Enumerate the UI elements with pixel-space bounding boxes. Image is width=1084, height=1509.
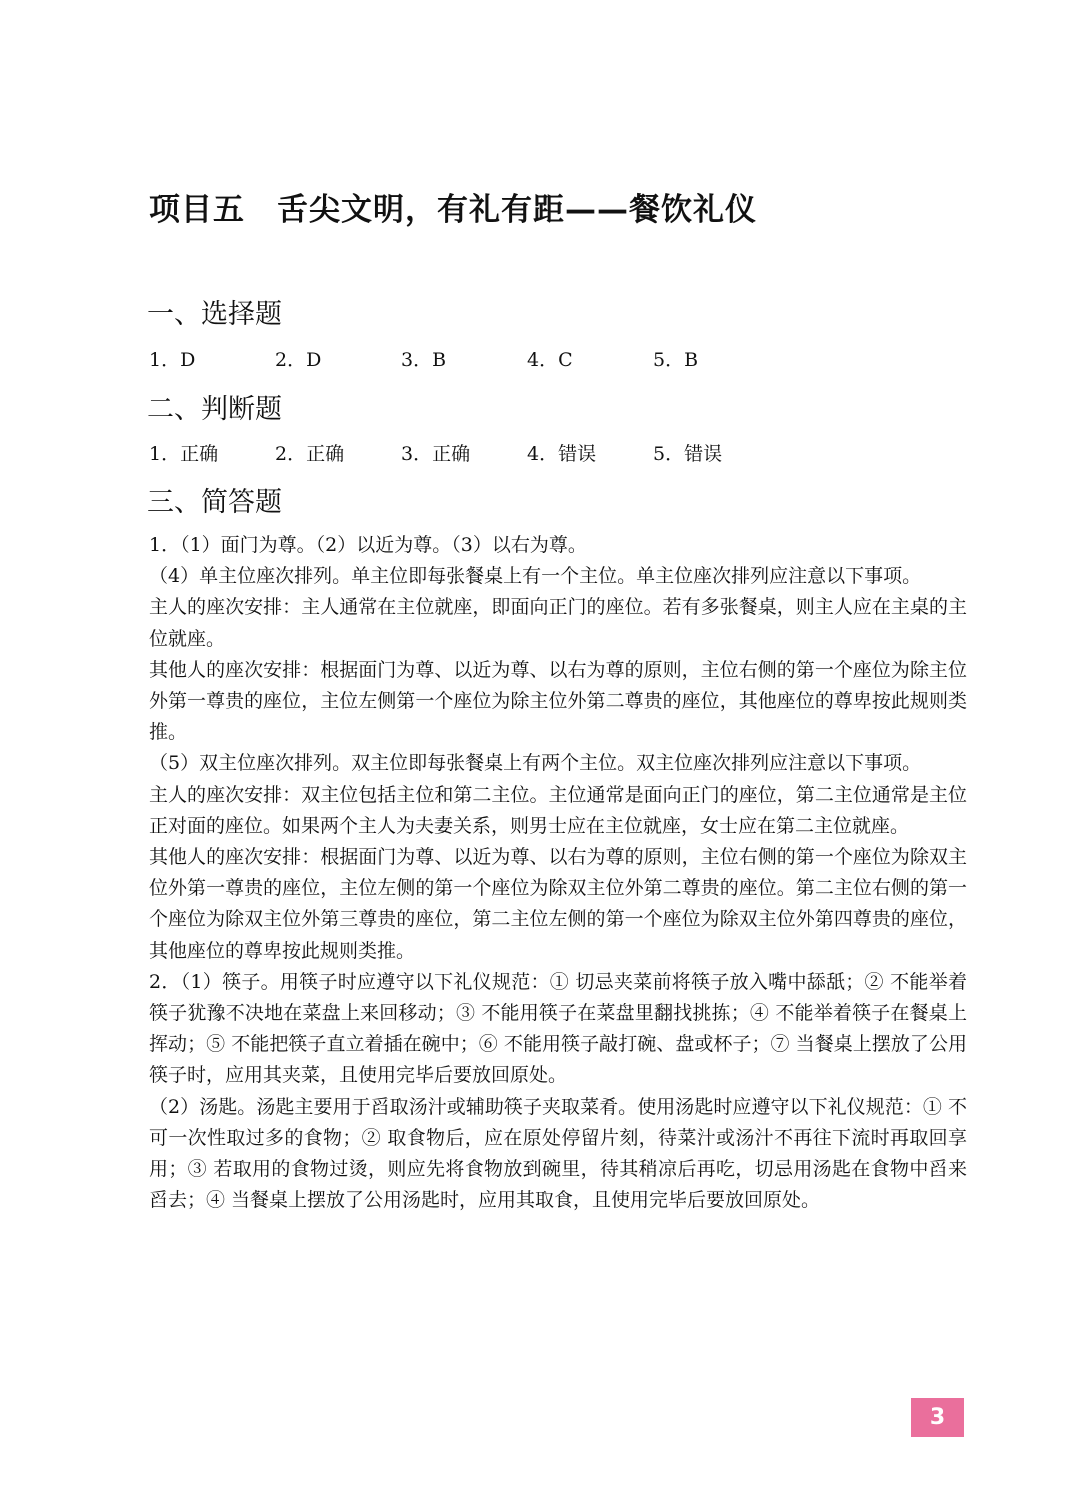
section-heading-judgment: 二、判断题	[147, 394, 282, 425]
paragraph: （2）汤匙。汤匙主要用于舀取汤汁或辅助筷子夹取菜肴。使用汤匙时应遵守以下礼仪规范：① 不可一次性取过多的食物；② 取食物后，应在原处停留片刻，待菜汁或汤汁不再往下流时再取回享用；③ 若取用的食物过烫，则应先将食物放到碗里，待其稍凉后再吃，切忌用汤匙在食物中舀来舀去；④ 当餐桌上摆放了公用汤匙时，应用其取食，且使用完毕后要放回原处。	[149, 1095, 967, 1212]
choice-answer-1: 1．D	[149, 349, 196, 371]
judgment-answer-3: 3．正确	[401, 443, 471, 465]
paragraph: 2．（1）筷子。用筷子时应遵守以下礼仪规范：① 切忌夹菜前将筷子放入嘴中舔舐；② 不能举着筷子犹豫不决地在菜盘上来回移动；③ 不能用筷子在菜盘里翻找挑拣；④ 不能举着筷子在餐桌上挥动；⑤ 不能把筷子直立着插在碗中；⑥ 不能用筷子敲打碗、盘或杯子；⑦ 当餐桌上摆放了公用筷子时，应用其夹菜，且使用完毕后要放回原处。	[149, 970, 967, 1087]
choice-answers	[149, 345, 779, 372]
judgment-answer-5: 5．错误	[653, 443, 723, 465]
choice-answer-3: 3．B	[401, 349, 447, 371]
paragraph: 主人的座次安排：主人通常在主位就座，即面向正门的座位。若有多张餐桌，则主人应在主桌的主位就座。	[149, 596, 967, 650]
judgment-answer-2: 2．正确	[275, 443, 345, 465]
choice-answer-2: 2．D	[275, 349, 322, 371]
paragraph: （5）双主位座次排列。双主位即每张餐桌上有两个主位。双主位座次排列应注意以下事项。	[149, 752, 922, 775]
paragraph: （4）单主位座次排列。单主位即每张餐桌上有一个主位。单主位座次排列应注意以下事项。	[149, 565, 922, 588]
short-answer-body	[149, 530, 967, 1216]
section-heading-choice: 一、选择题	[147, 299, 282, 330]
choice-answer-4: 4．C	[527, 349, 573, 371]
judgment-answer-4: 4．错误	[527, 443, 597, 465]
judgment-answer-1: 1．正确	[149, 443, 219, 465]
choice-answer-5: 5．B	[653, 349, 699, 371]
page-number-badge: 3	[911, 1398, 964, 1437]
judgment-answers	[149, 439, 779, 466]
paragraph: 主人的座次安排：双主位包括主位和第二主位。主位通常是面向正门的座位，第二主位通常是主位正对面的座位。如果两个主人为夫妻关系，则男士应在主位就座，女士应在第二主位就座。	[149, 783, 967, 837]
section-heading-short-answer: 三、简答题	[147, 487, 282, 518]
paragraph: 其他人的座次安排：根据面门为尊、以近为尊、以右为尊的原则，主位右侧的第一个座位为除双主位外第一尊贵的座位，主位左侧的第一个座位为除双主位外第二尊贵的座位。第二主位右侧的第一个座位为除双主位外第三尊贵的座位，第二主位左侧的第一个座位为除双主位外第四尊贵的座位，其他座位的尊卑按此规则类推。	[149, 846, 967, 962]
paragraph: 其他人的座次安排：根据面门为尊、以近为尊、以右为尊的原则，主位右侧的第一个座位为除主位外第一尊贵的座位，主位左侧第一个座位为除主位外第二尊贵的座位，其他座位的尊卑按此规则类推。	[149, 658, 967, 744]
page-title: 项目五 舌尖文明，有礼有距——餐饮礼仪	[149, 192, 757, 228]
paragraph: 1．（1）面门为尊。（2）以近为尊。（3）以右为尊。	[149, 534, 587, 556]
